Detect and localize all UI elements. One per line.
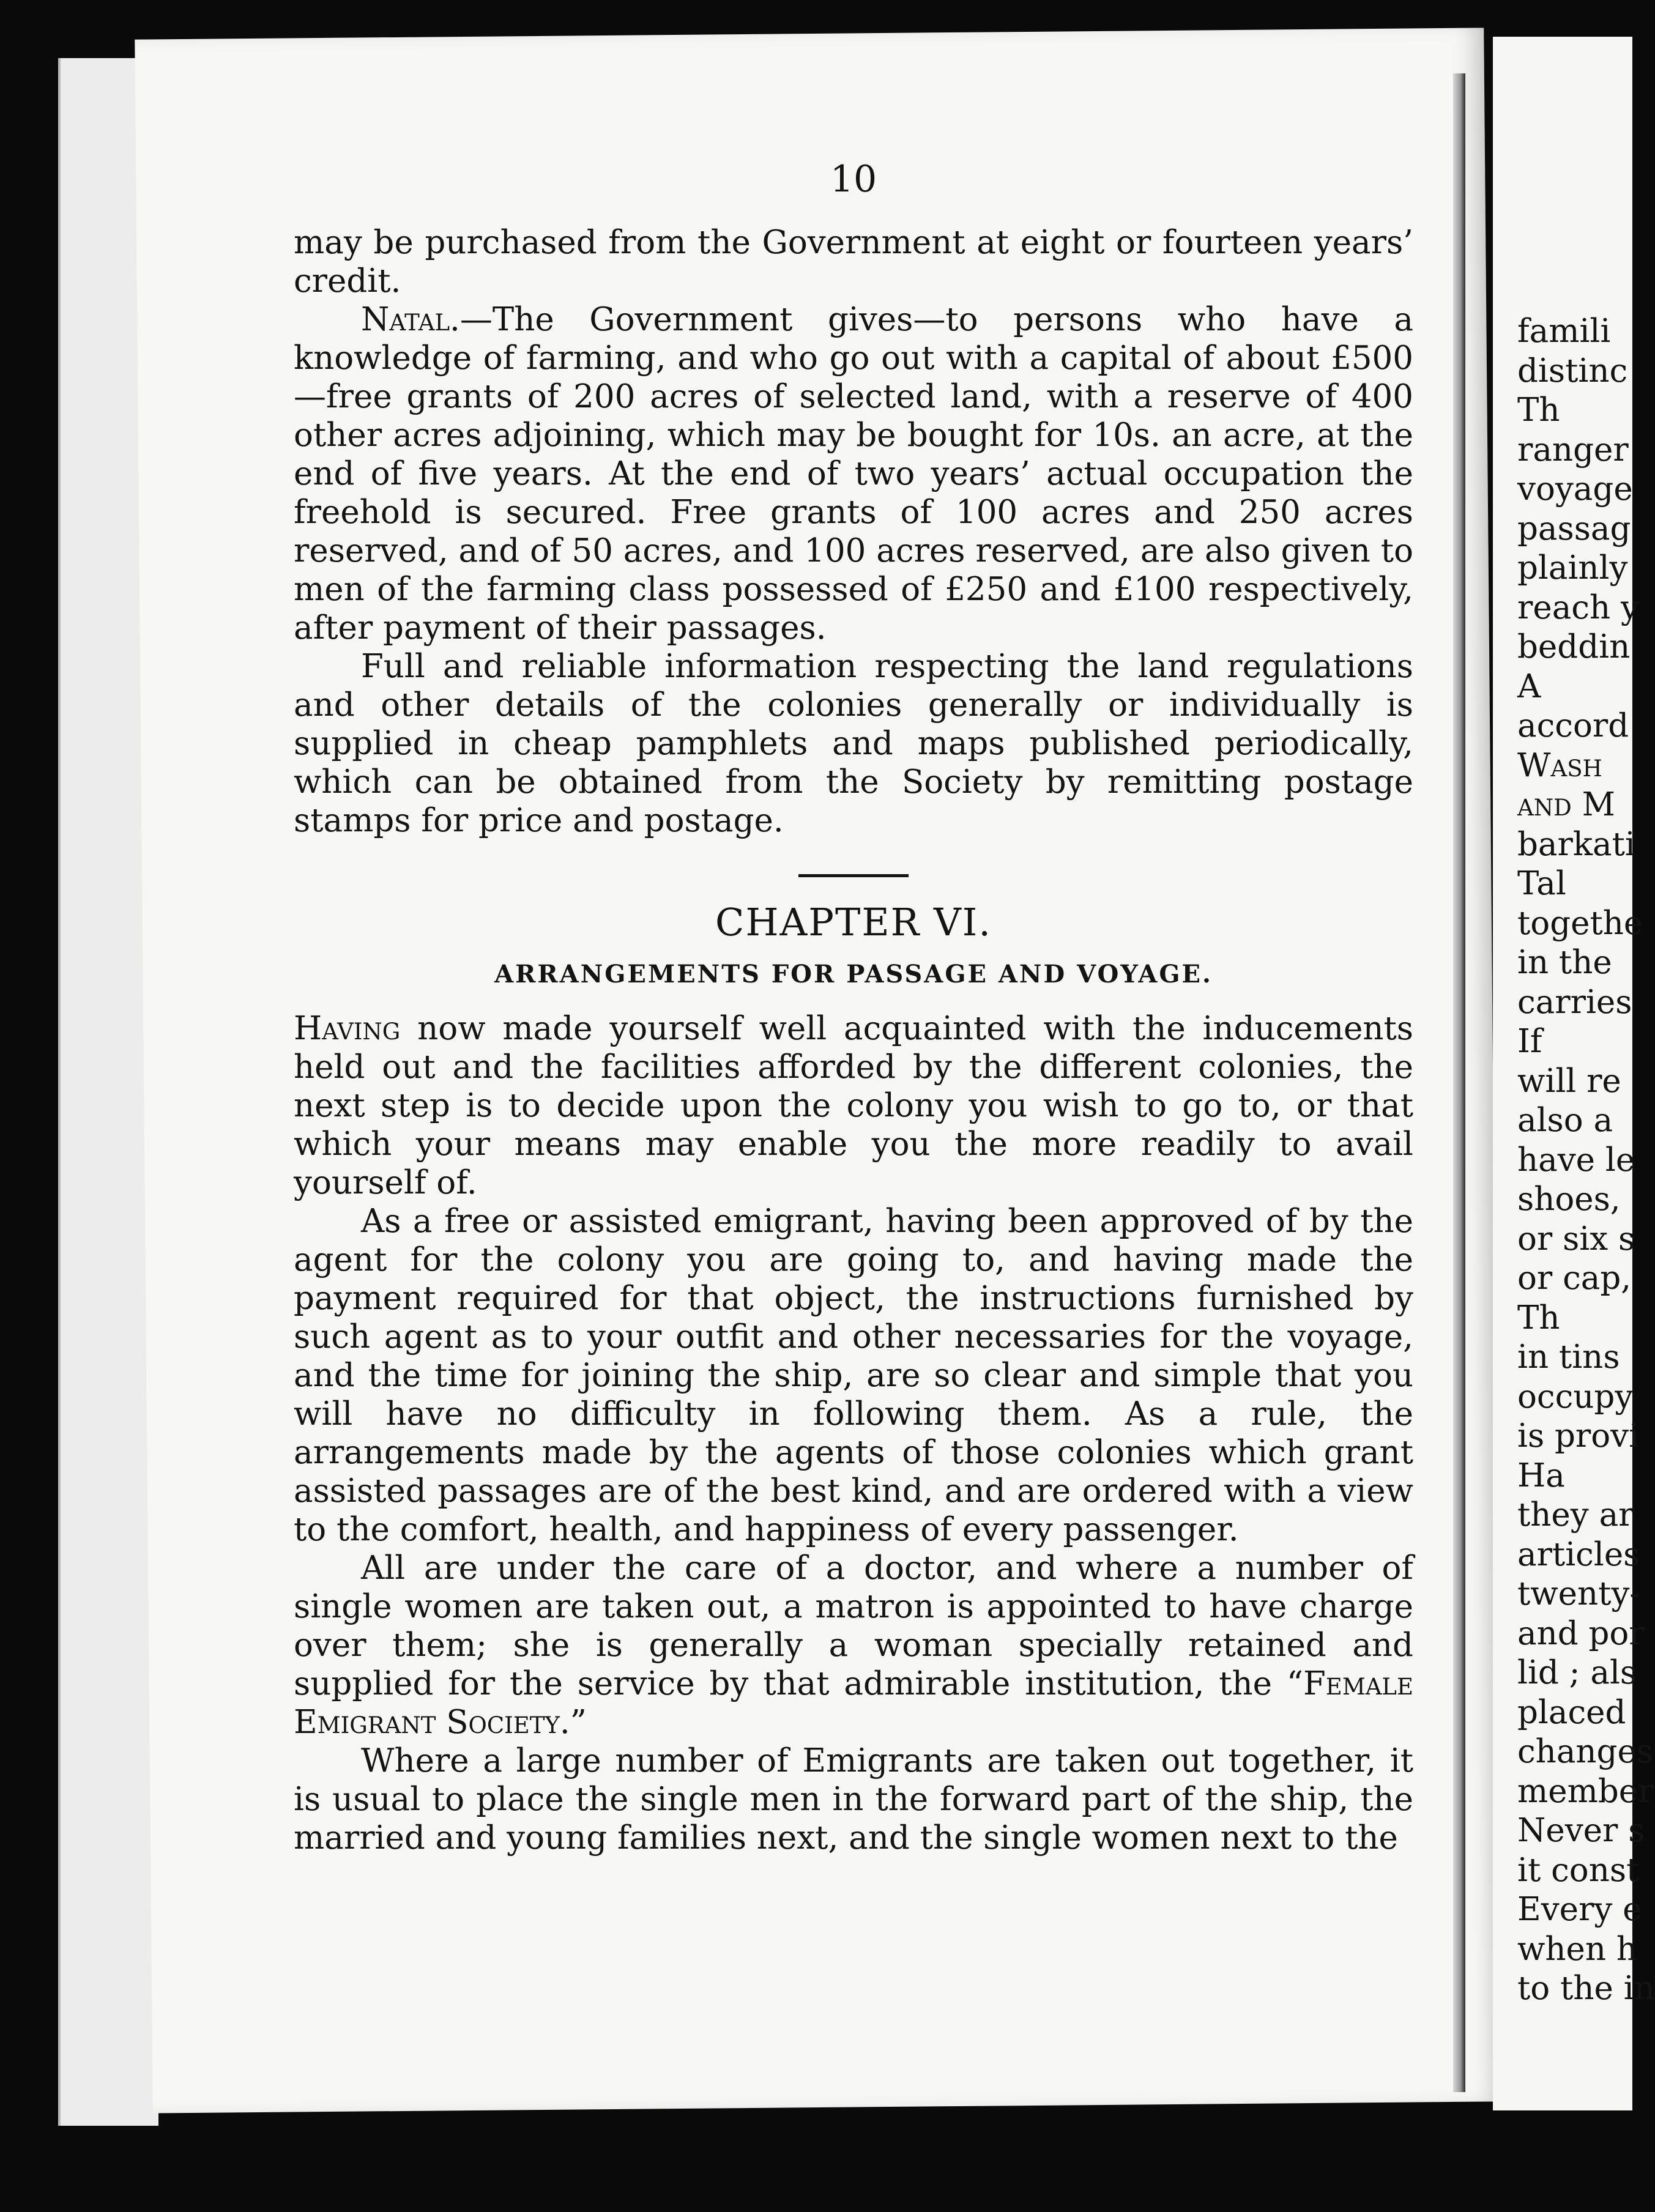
paragraph-natal <box>294 300 1413 647</box>
right-page-line: is provi <box>1517 1417 1640 1455</box>
right-page-line: in the <box>1517 944 1612 981</box>
paragraph-emigrants: Where a large number of Emigrants are taken out together, it is usual to place the single men in the forward part of the ship, the married and young families next, and the single women next to the <box>294 1742 1413 1857</box>
right-page-line: Every e <box>1517 1891 1642 1928</box>
right-page-line: twenty- <box>1517 1575 1641 1613</box>
right-page-line: will re <box>1517 1062 1621 1100</box>
right-page-line: or six s <box>1517 1220 1635 1258</box>
right-page-line: togethe <box>1517 904 1643 942</box>
right-page-line: A <box>1517 667 1541 705</box>
right-page-line: articles <box>1517 1535 1640 1573</box>
right-page-line: when h <box>1517 1930 1637 1968</box>
right-page-line: changes <box>1517 1733 1654 1770</box>
right-page-line: If <box>1517 1023 1542 1060</box>
right-page-text <box>1517 312 1655 2009</box>
chapter-title: CHAPTER VI. <box>715 900 992 945</box>
doctor-end: .” <box>559 1704 587 1741</box>
right-page-line: plainly <box>1517 549 1628 587</box>
right-page <box>1493 37 1655 2110</box>
left-page-text <box>294 160 1413 1857</box>
section-divider <box>798 874 909 877</box>
right-page-line: it const <box>1517 1851 1640 1889</box>
natal-dash: — <box>459 301 493 338</box>
paragraph-having <box>294 1009 1413 1202</box>
book-gutter <box>1453 73 1465 2092</box>
natal-label: Natal. <box>361 301 460 338</box>
right-page-line: beddin <box>1517 628 1631 666</box>
having-body: now made yourself well acquainted with the inducements held out and the facilities afforded by the different colonies, the next step is to decide upon the colony you wish to go to, or that which your means may enable you the more readily to avail yourself of. <box>294 1010 1413 1201</box>
right-page-line: occupy <box>1517 1378 1634 1416</box>
right-page-line: ranger <box>1517 431 1629 469</box>
right-page-line: lid ; als <box>1517 1654 1637 1691</box>
paragraph-doctor <box>294 1549 1413 1742</box>
right-page-line: in tins <box>1517 1338 1620 1376</box>
right-page-line: to the in <box>1517 1970 1655 2007</box>
paragraph-assisted: As a free or assisted emigrant, having been approved of by the agent for the colony you are going to, and having made the payment required for that object, the instructions furnished by such agent as to your outfit and other necessaries for the voyage, and the time for joining the ship, are so clear and simple that you will have no difficulty in following them. As a rule, the arrangements made by the agents of those colonies which grant assisted passages are of the best kind, and are ordered with a view to the comfort, health, and happiness of every passenger. <box>294 1203 1413 1548</box>
right-page-line: distinc <box>1517 352 1628 390</box>
right-page-line: shoes, <box>1517 1181 1621 1218</box>
doctor-body: All are under the care of a doctor, and where a number of single women are taken out, a matron is appointed to have charge over them; she is generally a woman specially retained and supplied for the service by that admirable institution, the “ <box>294 1550 1413 1702</box>
right-page-line: and M <box>1517 786 1615 823</box>
right-page-line: famili <box>1517 313 1611 350</box>
right-page-line: Never s <box>1517 1812 1645 1849</box>
right-page-line: Wash <box>1517 746 1602 784</box>
right-page-line: voyage <box>1517 470 1633 508</box>
right-page-line: placed <box>1517 1693 1626 1731</box>
paragraph-credit: may be purchased from the Government at eight or fourteen years’ credit. <box>294 224 1413 300</box>
paragraph-information: Full and reliable information respecting the land regulations and other details of the colonies generally or individually is supplied in cheap pamphlets and maps published periodically, which can be obtained from the Society by remitting postage stamps for price and postage. <box>294 648 1413 839</box>
having-word: Having <box>294 1010 401 1047</box>
society-name: Female Emigrant Society <box>294 1665 1413 1741</box>
page-number: 10 <box>830 158 877 201</box>
right-page-line: have le <box>1517 1141 1635 1179</box>
right-page-line: or cap, <box>1517 1260 1632 1297</box>
right-page-line: carries <box>1517 983 1632 1021</box>
right-page-line: accord <box>1517 707 1629 744</box>
chapter-subtitle: ARRANGEMENTS FOR PASSAGE AND VOYAGE. <box>494 960 1213 989</box>
natal-body: The Government gives—to persons who have a knowledge of farming, and who go out with a capital of about £500—free grants of 200 acres of selected land, with a reserve of 400 other acres adjoining, which may be bought for 10s. an acre, at the end of five years. At the end of two years’ actual occupation the freehold is secured. Free grants of 100 acres and 250 acres reserved, and of 50 acres, and 100 acres reserved, are also given to men of the farming class possessed of £250 and £100 respectively, after payment of their passages. <box>294 301 1413 647</box>
right-page-line: they ar <box>1517 1496 1634 1534</box>
right-page-line: member <box>1517 1772 1654 1810</box>
right-page-line: barkati <box>1517 825 1635 863</box>
right-page-line: reach y <box>1517 588 1639 626</box>
right-page-line: also a <box>1517 1102 1613 1139</box>
right-page-line: Tal <box>1517 865 1566 902</box>
right-page-line: and por <box>1517 1614 1645 1652</box>
right-page-line: Th <box>1517 392 1560 429</box>
right-page-line: Th <box>1517 1299 1560 1337</box>
right-page-line: Ha <box>1517 1457 1565 1494</box>
right-page-line: passag <box>1517 510 1631 547</box>
